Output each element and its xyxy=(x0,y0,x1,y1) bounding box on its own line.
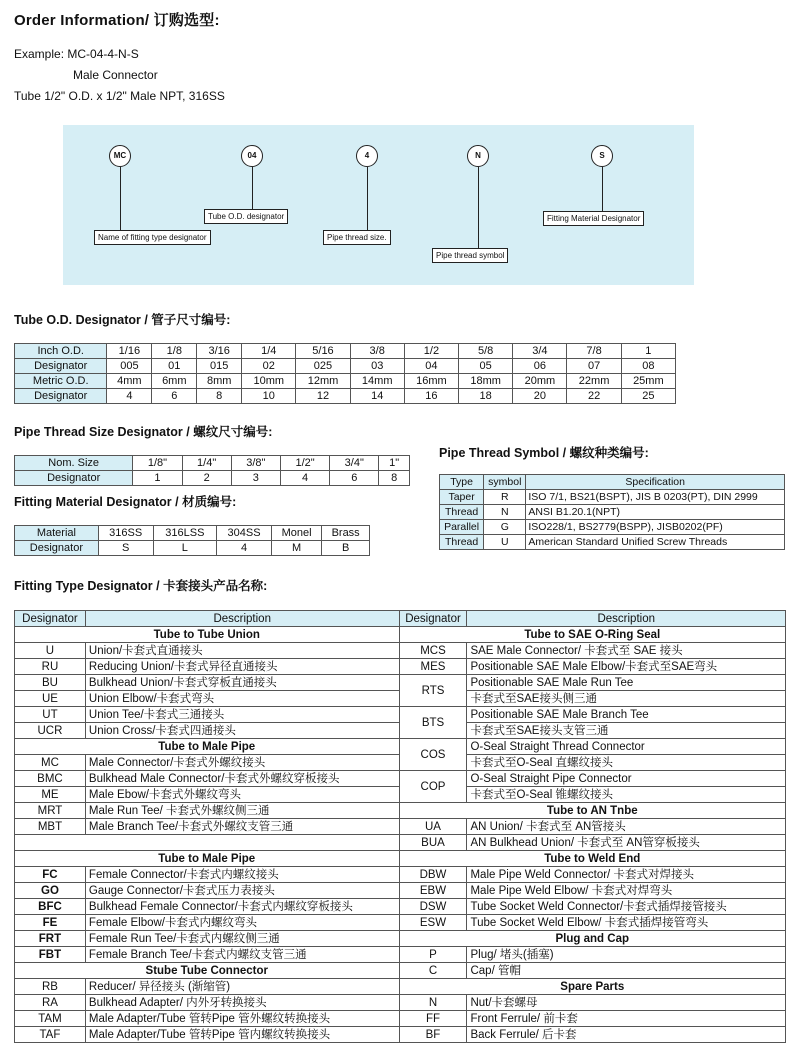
description-cell: Male Ebow/卡套式外螺纹弯头 xyxy=(85,787,399,803)
table-row xyxy=(15,344,676,359)
description-cell: 卡套式至O-Seal 直螺纹接头 xyxy=(467,755,786,771)
table-cell: 1/4" xyxy=(182,456,231,471)
designator-cell: TAM xyxy=(15,1011,86,1027)
table-cell: 4 xyxy=(217,541,272,556)
example-code: Example: MC-04-4-N-S xyxy=(14,47,139,61)
table-cell: 12mm xyxy=(296,374,350,389)
table-cell: 08 xyxy=(621,359,675,374)
table-cell: 7/8 xyxy=(567,344,621,359)
designator-cell: BTS xyxy=(399,707,467,739)
table-cell: 1/8 xyxy=(152,344,197,359)
description-cell: Female Branch Tee/卡套式内螺纹支管三通 xyxy=(85,947,399,963)
designator-cell: FE xyxy=(15,915,86,931)
table-cell: Monel xyxy=(271,526,321,541)
table-cell: 12 xyxy=(296,389,350,404)
row-header-cell: Material xyxy=(15,526,99,541)
column-header-description: Description xyxy=(467,611,786,627)
connector-line xyxy=(478,167,479,249)
table-row xyxy=(15,931,786,947)
table-cell: 3/8" xyxy=(231,456,280,471)
table-cell: U xyxy=(484,535,526,550)
designator-cell: UA xyxy=(399,819,467,835)
label-thread-symbol: Pipe thread symbol xyxy=(432,248,508,263)
table-cell: 4mm xyxy=(107,374,152,389)
designator-cell: BMC xyxy=(15,771,86,787)
table-cell: N xyxy=(484,505,526,520)
table-cell: B xyxy=(322,541,370,556)
table-cell: 5/8 xyxy=(459,344,513,359)
table-row xyxy=(15,1027,786,1043)
designator-cell: P xyxy=(399,947,467,963)
designator-cell: MRT xyxy=(15,803,86,819)
description-cell: AN Bulkhead Union/ 卡套式至 AN管穿板接头 xyxy=(467,835,786,851)
table-cell: 25 xyxy=(621,389,675,404)
description-cell: Positionable SAE Male Run Tee xyxy=(467,675,786,691)
designator-cell: EBW xyxy=(399,883,467,899)
table-cell: 18 xyxy=(459,389,513,404)
description-cell: Union/卡套式直通接头 xyxy=(85,643,399,659)
designator-cell: UCR xyxy=(15,723,86,739)
designator-cell: MBT xyxy=(15,819,86,835)
table-cell: 1/2" xyxy=(280,456,329,471)
row-header-cell: Inch O.D. xyxy=(15,344,107,359)
category-header: Plug and Cap xyxy=(399,931,785,947)
table-cell: 22 xyxy=(567,389,621,404)
designator-cell: U xyxy=(15,643,86,659)
table-cell: ISO 7/1, BS21(BSPT), JIS B 0203(PT), DIN 2999 xyxy=(526,490,785,505)
designator-cell: COP xyxy=(399,771,467,803)
description-cell: Bulkhead Union/卡套式穿板直通接头 xyxy=(85,675,399,691)
table-row xyxy=(15,707,786,723)
table-cell: 16mm xyxy=(404,374,458,389)
designator-cell: COS xyxy=(399,739,467,771)
table-cell: 1/2 xyxy=(404,344,458,359)
table-row xyxy=(15,359,676,374)
label-fitting-type: Name of fitting type designator xyxy=(94,230,211,245)
table-cell: 05 xyxy=(459,359,513,374)
table-row xyxy=(15,995,786,1011)
description-cell: Reducer/ 异径接头 (渐缩管) xyxy=(85,979,399,995)
designator-cell: MC xyxy=(15,755,86,771)
row-header-cell: Nom. Size xyxy=(15,456,133,471)
table-cell: 14mm xyxy=(350,374,404,389)
description-cell: SAE Male Connector/ 卡套式至 SAE 接头 xyxy=(467,643,786,659)
description-cell: Tube Socket Weld Elbow/ 卡套式插焊接管弯头 xyxy=(467,915,786,931)
designator-cell: C xyxy=(399,963,467,979)
table-row xyxy=(15,835,786,851)
designator-cell: BFC xyxy=(15,899,86,915)
row-header-cell: Designator xyxy=(15,541,99,556)
category-header: Tube to AN Tnbe xyxy=(399,803,785,819)
fitting-type-heading: Fitting Type Designator / 卡套接头产品名称: xyxy=(14,579,268,593)
designator-cell: UE xyxy=(15,691,86,707)
description-cell: Male Adapter/Tube 管转Pipe 管外螺纹转换接头 xyxy=(85,1011,399,1027)
description-cell: Bulkhead Female Connector/卡套式内螺纹穿板接头 xyxy=(85,899,399,915)
description-cell: O-Seal Straight Pipe Connector xyxy=(467,771,786,787)
table-cell: 005 xyxy=(107,359,152,374)
table-cell: 22mm xyxy=(567,374,621,389)
row-header-cell: Taper xyxy=(440,490,484,505)
description-cell: Male Branch Tee/卡套式外螺纹支管三通 xyxy=(85,819,399,835)
connector-line xyxy=(367,167,368,230)
table-cell: 1 xyxy=(133,471,182,486)
table-cell: 1" xyxy=(379,456,410,471)
material-table xyxy=(14,525,370,556)
table-cell: 8 xyxy=(379,471,410,486)
label-material: Fitting Material Designator xyxy=(543,211,644,226)
table-row xyxy=(15,659,786,675)
table-row xyxy=(440,505,785,520)
table-cell: 04 xyxy=(404,359,458,374)
table-row xyxy=(15,541,370,556)
table-cell: 1/4 xyxy=(242,344,296,359)
table-cell: S xyxy=(98,541,153,556)
description-cell: Bulkhead Adapter/ 内外牙转换接头 xyxy=(85,995,399,1011)
table-row xyxy=(440,520,785,535)
table-cell: Brass xyxy=(322,526,370,541)
table-cell: 18mm xyxy=(459,374,513,389)
designator-cell: FF xyxy=(399,1011,467,1027)
row-header-cell: Parallel xyxy=(440,520,484,535)
description-cell: 卡套式至O-Seal 锥螺纹接头 xyxy=(467,787,786,803)
description-cell: Female Elbow/卡套式内螺纹弯头 xyxy=(85,915,399,931)
table-row xyxy=(15,883,786,899)
description-cell: Nut/卡套螺母 xyxy=(467,995,786,1011)
table-cell: 4 xyxy=(107,389,152,404)
table-cell: American Standard Unified Screw Threads xyxy=(526,535,785,550)
code-circle-thread-size: 4 xyxy=(356,145,378,167)
description-cell: Plug/ 堵头(插塞) xyxy=(467,947,786,963)
table-cell: 3 xyxy=(231,471,280,486)
designator-cell: RB xyxy=(15,979,86,995)
table-cell: 3/4" xyxy=(330,456,379,471)
category-header: Tube to Tube Union xyxy=(15,627,400,643)
fitting-type-table xyxy=(14,610,786,1043)
row-header-cell: Designator xyxy=(15,389,107,404)
row-header-cell: Designator xyxy=(15,471,133,486)
description-cell: O-Seal Straight Thread Connector xyxy=(467,739,786,755)
table-cell: 25mm xyxy=(621,374,675,389)
description-cell: 卡套式至SAE接头支管三通 xyxy=(467,723,786,739)
table-cell: 06 xyxy=(513,359,567,374)
pipe-size-table xyxy=(14,455,410,486)
table-cell: 025 xyxy=(296,359,350,374)
pipe-symbol-table xyxy=(439,474,785,550)
row-header-cell: Type xyxy=(440,475,484,490)
table-cell: 16 xyxy=(404,389,458,404)
designator-cell: RTS xyxy=(399,675,467,707)
description-cell: 卡套式至SAE接头侧三通 xyxy=(467,691,786,707)
empty-cell xyxy=(15,835,400,851)
example-block xyxy=(14,44,225,107)
designator-cell: FC xyxy=(15,867,86,883)
table-row xyxy=(15,947,786,963)
table-row xyxy=(15,471,410,486)
table-cell: 8mm xyxy=(197,374,242,389)
table-cell: R xyxy=(484,490,526,505)
pipe-symbol-heading: Pipe Thread Symbol / 螺纹种类编号: xyxy=(439,446,649,460)
description-cell: Male Connector/卡套式外螺纹接头 xyxy=(85,755,399,771)
table-row xyxy=(15,867,786,883)
table-cell: 14 xyxy=(350,389,404,404)
description-cell: Male Pipe Weld Connector/ 卡套式对焊接头 xyxy=(467,867,786,883)
description-cell: Cap/ 管帽 xyxy=(467,963,786,979)
designator-cell: BU xyxy=(15,675,86,691)
table-cell: 4 xyxy=(280,471,329,486)
table-cell: 316SS xyxy=(98,526,153,541)
table-cell: 316LSS xyxy=(153,526,217,541)
code-circle-od: 04 xyxy=(241,145,263,167)
table-cell: 015 xyxy=(197,359,242,374)
description-cell: Tube Socket Weld Connector/卡套式插焊接管接头 xyxy=(467,899,786,915)
table-row xyxy=(15,1011,786,1027)
description-cell: Positionable SAE Male Branch Tee xyxy=(467,707,786,723)
table-row xyxy=(15,456,410,471)
label-tube-od: Tube O.D. designator xyxy=(204,209,288,224)
code-circle-thread-symbol: N xyxy=(467,145,489,167)
connector-line xyxy=(602,167,603,211)
designator-cell: DSW xyxy=(399,899,467,915)
description-cell: Union Elbow/卡套式弯头 xyxy=(85,691,399,707)
table-row xyxy=(15,963,786,979)
table-cell: 3/4 xyxy=(513,344,567,359)
table-cell: 20 xyxy=(513,389,567,404)
description-cell: AN Union/ 卡套式至 AN管接头 xyxy=(467,819,786,835)
table-cell: ISO228/1, BS2779(BSPP), JISB0202(PF) xyxy=(526,520,785,535)
table-cell: 2 xyxy=(182,471,231,486)
row-header-cell: Thread xyxy=(440,535,484,550)
table-cell: Specification xyxy=(526,475,785,490)
table-row xyxy=(15,979,786,995)
table-cell: 01 xyxy=(152,359,197,374)
description-cell: Back Ferrule/ 后卡套 xyxy=(467,1027,786,1043)
table-row xyxy=(15,771,786,787)
designator-cell: DBW xyxy=(399,867,467,883)
table-row xyxy=(15,819,786,835)
connector-line xyxy=(252,167,253,209)
table-row xyxy=(15,739,786,755)
description-cell: Union Tee/卡套式三通接头 xyxy=(85,707,399,723)
table-cell: 10 xyxy=(242,389,296,404)
description-cell: Reducing Union/卡套式异径直通接头 xyxy=(85,659,399,675)
tube-od-table xyxy=(14,343,676,404)
table-row xyxy=(15,627,786,643)
table-row xyxy=(15,803,786,819)
designator-cell: MCS xyxy=(399,643,467,659)
table-header-row xyxy=(15,611,786,627)
description-cell: Bulkhead Male Connector/卡套式外螺纹穿板接头 xyxy=(85,771,399,787)
designator-cell: N xyxy=(399,995,467,1011)
connector-line xyxy=(120,167,121,231)
table-cell: 304SS xyxy=(217,526,272,541)
table-cell: 3/8 xyxy=(350,344,404,359)
category-header: Tube to Male Pipe xyxy=(15,739,400,755)
column-header-description: Description xyxy=(85,611,399,627)
designator-cell: RU xyxy=(15,659,86,675)
designator-cell: RA xyxy=(15,995,86,1011)
table-cell: 03 xyxy=(350,359,404,374)
table-cell: L xyxy=(153,541,217,556)
order-code-diagram xyxy=(63,125,694,285)
designator-cell: FBT xyxy=(15,947,86,963)
designator-cell: BUA xyxy=(399,835,467,851)
designator-cell: GO xyxy=(15,883,86,899)
material-heading: Fitting Material Designator / 材质编号: xyxy=(14,495,237,509)
code-circle-material: S xyxy=(591,145,613,167)
designator-cell: MES xyxy=(399,659,467,675)
table-row xyxy=(440,475,785,490)
table-cell: 1/16 xyxy=(107,344,152,359)
pipe-size-heading: Pipe Thread Size Designator / 螺纹尺寸编号: xyxy=(14,425,273,439)
description-cell: Female Connector/卡套式内螺纹接头 xyxy=(85,867,399,883)
row-header-cell: Metric O.D. xyxy=(15,374,107,389)
designator-cell: BF xyxy=(399,1027,467,1043)
table-cell: 1 xyxy=(621,344,675,359)
table-row xyxy=(15,851,786,867)
label-thread-size: Pipe thread size. xyxy=(323,230,391,245)
table-row xyxy=(15,526,370,541)
description-cell: Male Adapter/Tube 管转Pipe 管内螺纹转换接头 xyxy=(85,1027,399,1043)
category-header: Spare Parts xyxy=(399,979,785,995)
table-row xyxy=(440,490,785,505)
table-cell: M xyxy=(271,541,321,556)
table-cell: ANSI B1.20.1(NPT) xyxy=(526,505,785,520)
table-cell: G xyxy=(484,520,526,535)
code-circle-type: MC xyxy=(109,145,131,167)
table-cell: 02 xyxy=(242,359,296,374)
table-cell: 8 xyxy=(197,389,242,404)
designator-cell: ESW xyxy=(399,915,467,931)
table-cell: 20mm xyxy=(513,374,567,389)
row-header-cell: Thread xyxy=(440,505,484,520)
row-header-cell: Designator xyxy=(15,359,107,374)
page-title: Order Information/ 订购选型: xyxy=(14,12,220,29)
table-row xyxy=(440,535,785,550)
table-cell: 1/8" xyxy=(133,456,182,471)
designator-cell: ME xyxy=(15,787,86,803)
column-header-designator: Designator xyxy=(399,611,467,627)
table-cell: 07 xyxy=(567,359,621,374)
category-header: Tube to Male Pipe xyxy=(15,851,400,867)
description-cell: Female Run Tee/卡套式内螺纹侧三通 xyxy=(85,931,399,947)
table-cell: 3/16 xyxy=(197,344,242,359)
designator-cell: UT xyxy=(15,707,86,723)
table-cell: symbol xyxy=(484,475,526,490)
table-row xyxy=(15,675,786,691)
table-row xyxy=(15,374,676,389)
description-cell: Union Cross/卡套式四通接头 xyxy=(85,723,399,739)
description-cell: Gauge Connector/卡套式压力表接头 xyxy=(85,883,399,899)
example-name: Male Connector xyxy=(73,68,158,82)
designator-cell: FRT xyxy=(15,931,86,947)
description-cell: Male Pipe Weld Elbow/ 卡套式对焊弯头 xyxy=(467,883,786,899)
column-header-designator: Designator xyxy=(15,611,86,627)
table-row xyxy=(15,389,676,404)
table-row xyxy=(15,915,786,931)
table-cell: 5/16 xyxy=(296,344,350,359)
table-cell: 6 xyxy=(330,471,379,486)
description-cell: Male Run Tee/ 卡套式外螺纹侧三通 xyxy=(85,803,399,819)
table-cell: 6mm xyxy=(152,374,197,389)
table-row xyxy=(15,643,786,659)
table-cell: 6 xyxy=(152,389,197,404)
example-spec: Tube 1/2" O.D. x 1/2" Male NPT, 316SS xyxy=(14,89,225,103)
designator-cell: TAF xyxy=(15,1027,86,1043)
table-row xyxy=(15,899,786,915)
table-cell: 10mm xyxy=(242,374,296,389)
description-cell: Front Ferrule/ 前卡套 xyxy=(467,1011,786,1027)
tube-od-heading: Tube O.D. Designator / 管子尺寸编号: xyxy=(14,313,231,327)
description-cell: Positionable SAE Male Elbow/卡套式至SAE弯头 xyxy=(467,659,786,675)
category-header: Tube to Weld End xyxy=(399,851,785,867)
category-header: Tube to SAE O-Ring Seal xyxy=(399,627,785,643)
category-header: Stube Tube Connector xyxy=(15,963,400,979)
